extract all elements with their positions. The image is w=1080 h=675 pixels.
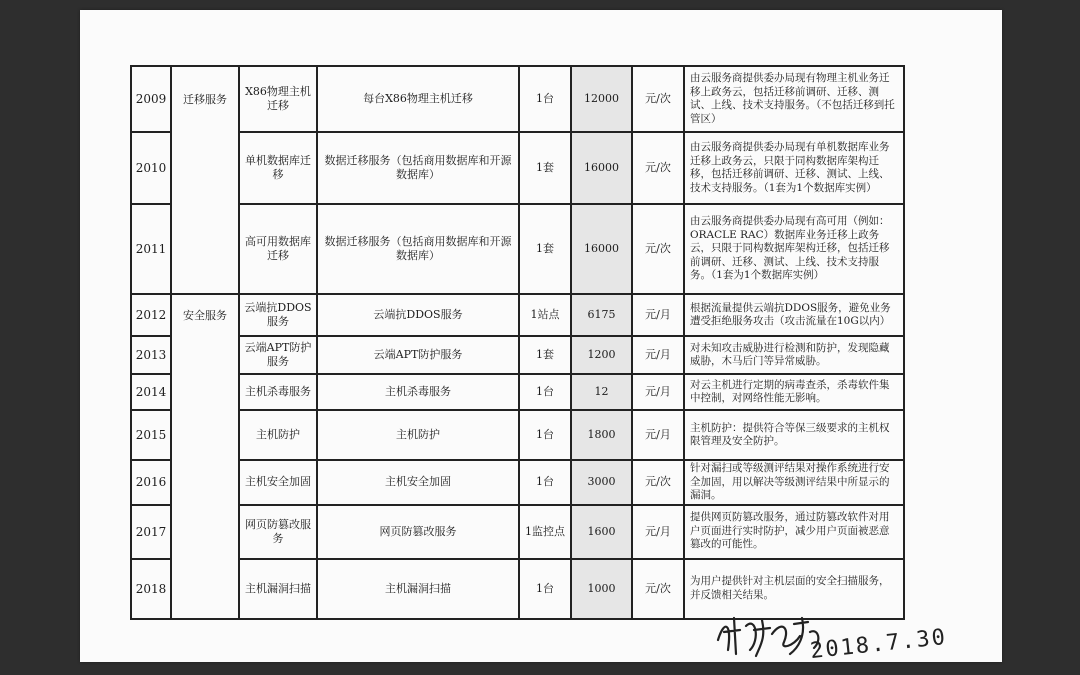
category-cell [171, 204, 239, 294]
row-number: 2016 [131, 460, 171, 505]
quantity: 1台 [519, 410, 571, 460]
quantity: 1套 [519, 204, 571, 294]
quantity: 1台 [519, 374, 571, 410]
row-number: 2009 [131, 66, 171, 132]
item-name: 云端抗DDOS服务 [239, 294, 317, 336]
service-content: 网页防篡改服务 [317, 505, 519, 559]
price-unit: 元/次 [632, 132, 684, 204]
service-description: 提供网页防篡改服务，通过防篡改软件对用户页面进行实时防护，减少用户页面被恶意篡改的可能性。 [684, 505, 904, 559]
table-row [131, 66, 904, 132]
row-number: 2017 [131, 505, 171, 559]
service-description: 为用户提供针对主机层面的安全扫描服务，并反馈相关结果。 [684, 559, 904, 619]
row-number: 2011 [131, 204, 171, 294]
item-name: 主机杀毒服务 [239, 374, 317, 410]
quantity: 1套 [519, 336, 571, 374]
unit-price: 12 [571, 374, 632, 410]
quantity: 1台 [519, 460, 571, 505]
table-row [131, 505, 904, 559]
category-cell [171, 336, 239, 374]
service-description: 对云主机进行定期的病毒查杀，杀毒软件集中控制，对网络性能无影响。 [684, 374, 904, 410]
price-unit: 元/月 [632, 336, 684, 374]
price-unit: 元/月 [632, 410, 684, 460]
service-description: 针对漏扫或等级测评结果对操作系统进行安全加固，用以解决等级测评结果中所显示的漏洞。 [684, 460, 904, 505]
price-unit: 元/月 [632, 505, 684, 559]
service-content: 主机安全加固 [317, 460, 519, 505]
category-cell: 安全服务 [171, 294, 239, 336]
item-name: 单机数据库迁移 [239, 132, 317, 204]
service-description: 由云服务商提供委办局现有高可用（例如：ORACLE RAC）数据库业务迁移上政务云，只限于同构数据库架构迁移，包括迁移前调研、迁移、测试、上线、技术支持服务。（1套为1个数据库实例） [684, 204, 904, 294]
price-unit: 元/次 [632, 66, 684, 132]
service-content: 每台X86物理主机迁移 [317, 66, 519, 132]
scanned-page [80, 10, 1002, 665]
price-unit: 元/月 [632, 374, 684, 410]
unit-price: 1200 [571, 336, 632, 374]
item-name: 主机防护 [239, 410, 317, 460]
table-row [131, 336, 904, 374]
signature-date: 2018.7.30 [809, 624, 949, 665]
category-cell [171, 410, 239, 460]
unit-price: 1600 [571, 505, 632, 559]
row-number: 2012 [131, 294, 171, 336]
table-row [131, 374, 904, 410]
item-name: 高可用数据库迁移 [239, 204, 317, 294]
item-name: 主机漏洞扫描 [239, 559, 317, 619]
row-number: 2018 [131, 559, 171, 619]
category-cell [171, 460, 239, 505]
price-unit: 元/次 [632, 559, 684, 619]
service-description: 对未知攻击威胁进行检测和防护，发现隐藏威胁，木马后门等异常威胁。 [684, 336, 904, 374]
service-description: 由云服务商提供委办局现有物理主机业务迁移上政务云，包括迁移前调研、迁移、测试、上线、技术支持服务。（不包括迁移到托管区） [684, 66, 904, 132]
price-unit: 元/月 [632, 294, 684, 336]
service-description: 根据流量提供云端抗DDOS服务，避免业务遭受拒绝服务攻击（攻击流量在10G以内） [684, 294, 904, 336]
unit-price: 3000 [571, 460, 632, 505]
item-name: 云端APT防护服务 [239, 336, 317, 374]
service-content: 主机漏洞扫描 [317, 559, 519, 619]
row-number: 2014 [131, 374, 171, 410]
table-row [131, 460, 904, 505]
table-row [131, 132, 904, 204]
service-content: 数据迁移服务（包括商用数据库和开源数据库） [317, 132, 519, 204]
category-cell [171, 132, 239, 204]
table-row [131, 204, 904, 294]
price-unit: 元/次 [632, 204, 684, 294]
service-description: 由云服务商提供委办局现有单机数据库业务迁移上政务云，只限于同构数据库架构迁移，包括迁移前调研、迁移、测试、上线、技术支持服务。（1套为1个数据库实例） [684, 132, 904, 204]
category-cell [171, 374, 239, 410]
price-table [130, 65, 905, 620]
row-number: 2015 [131, 410, 171, 460]
service-content: 主机防护 [317, 410, 519, 460]
quantity: 1台 [519, 66, 571, 132]
category-cell [171, 559, 239, 619]
service-content: 云端APT防护服务 [317, 336, 519, 374]
unit-price: 16000 [571, 204, 632, 294]
service-content: 云端抗DDOS服务 [317, 294, 519, 336]
category-cell: 迁移服务 [171, 66, 239, 132]
unit-price: 1000 [571, 559, 632, 619]
item-name: 网页防篡改服务 [239, 505, 317, 559]
quantity: 1台 [519, 559, 571, 619]
item-name: X86物理主机迁移 [239, 66, 317, 132]
price-unit: 元/次 [632, 460, 684, 505]
row-number: 2010 [131, 132, 171, 204]
unit-price: 16000 [571, 132, 632, 204]
service-content: 数据迁移服务（包括商用数据库和开源数据库） [317, 204, 519, 294]
quantity: 1监控点 [519, 505, 571, 559]
row-number: 2013 [131, 336, 171, 374]
table-row [131, 294, 904, 336]
unit-price: 6175 [571, 294, 632, 336]
quantity: 1站点 [519, 294, 571, 336]
unit-price: 1800 [571, 410, 632, 460]
quantity: 1套 [519, 132, 571, 204]
unit-price: 12000 [571, 66, 632, 132]
item-name: 主机安全加固 [239, 460, 317, 505]
table-row [131, 410, 904, 460]
category-cell [171, 505, 239, 559]
service-description: 主机防护：提供符合等保三级要求的主机权限管理及安全防护。 [684, 410, 904, 460]
service-content: 主机杀毒服务 [317, 374, 519, 410]
